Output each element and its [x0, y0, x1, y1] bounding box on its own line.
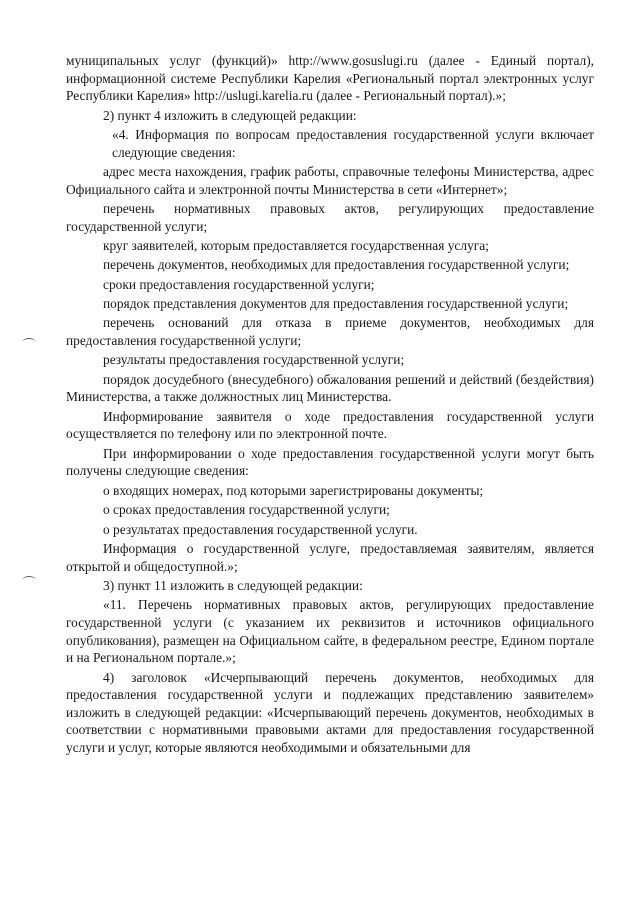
paragraph: перечень оснований для отказа в приеме документов, необходимых для предоставления государственной услуги; [66, 315, 594, 349]
paragraph: результаты предоставления государственной услуги; [103, 352, 405, 368]
list-item-2: 2) пункт 4 изложить в следующей редакции: [103, 107, 357, 123]
margin-mark [22, 338, 36, 347]
document-page [66, 52, 594, 758]
quoted-item-11: «11. Перечень нормативных правовых актов, регулирующих предоставление государственной услуги (с указанием их реквизитов и источников официального опубликования), размещен на Официальном сайте, в федеральном реестре, Едином портале и на Региональном портале.»; [66, 597, 594, 666]
quoted-item-4: «4. Информация по вопросам предоставления государственной услуги включает следующие сведения: [112, 126, 594, 160]
paragraph: круг заявителей, которым предоставляется государственная услуга; [103, 237, 489, 253]
paragraph: о результатах предоставления государственной услуги. [103, 521, 418, 537]
paragraph: порядок досудебного (внесудебного) обжалования решений и действий (бездействия) Министерства, а также должностных лиц Министерства. [66, 371, 594, 405]
paragraph: При информировании о ходе предоставления государственной услуги могут быть получены следующие сведения: [66, 445, 594, 479]
margin-mark [22, 576, 36, 585]
paragraph: Информация о государственной услуге, предоставляемая заявителям, является открытой и общедоступной.»; [66, 540, 594, 574]
list-item-4: 4) заголовок «Исчерпывающий перечень документов, необходимых для предоставления государственной услуги и подлежащих представлению заявителем» изложить в следующей редакции: «Исчерпывающий перечень документов, необходимых в соответствии с нормативными правовыми актами для предоставления государственной услуги и услуг, которые являются необходимыми и обязательными для [66, 669, 594, 755]
paragraph: порядок представления документов для предоставления государственной услуги; [103, 296, 569, 312]
paragraph: перечень документов, необходимых для предоставления государственной услуги; [103, 257, 570, 273]
paragraph: Информирование заявителя о ходе предоставления государственной услуги осуществляется по телефону или по электронной почте. [66, 408, 594, 442]
paragraph: перечень нормативных правовых актов, регулирующих предоставление государственной услуги; [66, 200, 594, 234]
paragraph: адрес места нахождения, график работы, справочные телефоны Министерства, адрес Официального сайта и электронной почты Министерства в сети «Интернет»; [66, 163, 594, 197]
list-item-3: 3) пункт 11 изложить в следующей редакции: [103, 577, 363, 593]
paragraph: сроки предоставления государственной услуги; [103, 276, 375, 292]
paragraph: муниципальных услуг (функций)» http://www.gosuslugi.ru (далее - Единый портал), информационной системе Республики Карелия «Региональный портал электронных услуг Республики Карелия» http://uslugi.karelia.ru (далее - Региональный портал).»; [66, 53, 594, 104]
paragraph: о сроках предоставления государственной услуги; [103, 502, 390, 518]
paragraph: о входящих номерах, под которыми зарегистрированы документы; [103, 482, 484, 498]
